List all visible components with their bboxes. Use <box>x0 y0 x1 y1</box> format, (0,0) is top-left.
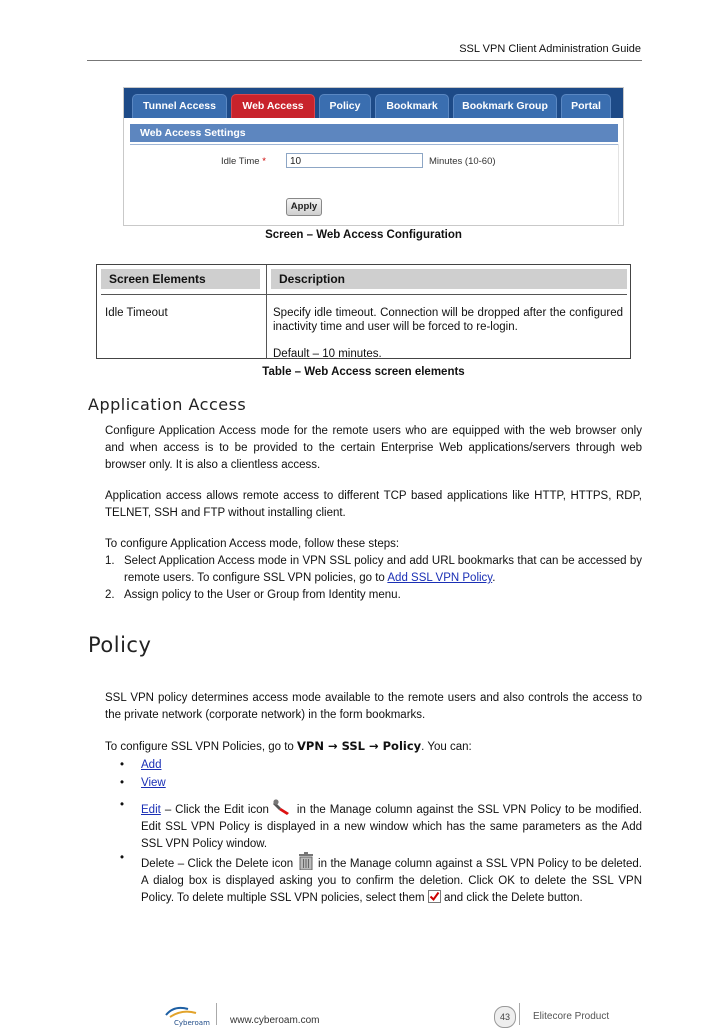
frame-line <box>618 144 619 224</box>
table-cell-description: Specify idle timeout. Connection will be dropped after the configured inactivity time and user will be forced to re-login. <box>273 307 623 333</box>
step-2 <box>105 587 642 604</box>
edit-text-a: – Click the Edit icon <box>164 804 269 816</box>
policy-menu-path: VPN → SSL → Policy <box>297 739 422 753</box>
step-1 <box>105 553 642 587</box>
trash-delete-icon <box>297 852 315 870</box>
tab-tunnel-access[interactable]: Tunnel Access <box>132 94 227 118</box>
checkbox-checked-icon <box>428 890 441 903</box>
table-cell-element: Idle Timeout <box>105 307 168 319</box>
step-1-number: 1. <box>105 555 115 567</box>
table-caption: Table – Web Access screen elements <box>262 366 465 378</box>
cyberoam-logo <box>162 1003 212 1027</box>
tab-policy[interactable]: Policy <box>319 94 371 118</box>
delete-text-c: and click the Delete button. <box>444 892 583 904</box>
screen-elements-table <box>96 264 631 359</box>
policy-paragraph-1: SSL VPN policy determines access mode available to the remote users and also controls the access to the private network (corporate network) in the form bookmarks. <box>105 692 642 721</box>
table-header-description: Description <box>271 269 627 289</box>
delete-text-b: in the Manage column against a SSL VPN Policy to be deleted. A dialog box is displayed asking you to confirm the deletion. Click OK to delete the SSL VPN Policy. To delete multiple SSL VPN policies, select them <box>141 858 642 904</box>
bullet-marker: • <box>120 777 125 789</box>
view-link[interactable]: View <box>141 777 166 789</box>
tab-bookmark-group[interactable]: Bookmark Group <box>453 94 557 118</box>
edit-text-b: in the Manage column against the SSL VPN Policy to be modified. Edit SSL VPN Policy is displayed in a new window which has the same parameters as the Add SSL VPN Policy window. <box>141 804 642 850</box>
policy-intro-suffix: . You can: <box>421 741 472 753</box>
step-1-end: . <box>492 572 496 584</box>
edit-link[interactable]: Edit <box>141 804 161 816</box>
idle-time-label <box>221 156 266 167</box>
cyberoam-logo-text: Cyberoam <box>174 1019 210 1027</box>
settings-divider <box>130 144 618 145</box>
tab-bar <box>124 88 623 118</box>
app-access-steps <box>105 553 642 604</box>
document-header-title: SSL VPN Client Administration Guide <box>459 43 641 55</box>
bullet-delete <box>120 852 642 907</box>
footer-divider-right <box>519 1003 520 1025</box>
table-column-rule <box>266 265 267 359</box>
app-access-steps-intro: To configure Application Access mode, follow these steps: <box>105 538 400 550</box>
header-rule <box>87 60 642 61</box>
footer-url[interactable]: www.cyberoam.com <box>230 1015 320 1026</box>
add-link[interactable]: Add <box>141 759 162 771</box>
bullet-add <box>120 759 161 771</box>
apply-button[interactable]: Apply <box>286 198 322 216</box>
footer-product: Elitecore Product <box>533 1011 610 1022</box>
tab-bookmark[interactable]: Bookmark <box>375 94 449 118</box>
page-footer <box>0 1003 728 1031</box>
web-access-screenshot <box>123 87 624 226</box>
bullet-edit <box>120 799 642 853</box>
add-ssl-vpn-policy-link[interactable]: Add SSL VPN Policy <box>387 572 493 584</box>
table-header-elements: Screen Elements <box>101 269 260 289</box>
web-access-settings-header: Web Access Settings <box>130 124 618 142</box>
policy-intro <box>105 738 642 756</box>
delete-text <box>141 852 642 907</box>
application-access-heading: Application Access <box>88 395 247 414</box>
required-marker: * <box>262 156 266 167</box>
bullet-marker: • <box>120 799 125 811</box>
edit-text <box>141 799 642 853</box>
screen-caption: Screen – Web Access Configuration <box>265 229 462 241</box>
policy-heading: Policy <box>88 633 152 657</box>
tab-portal[interactable]: Portal <box>561 94 611 118</box>
bullet-marker: • <box>120 759 125 771</box>
app-access-paragraph-2: Application access allows remote access to different TCP based applications like HTTP, HTTPS, RDP, TELNET, SSH and FTP without installing client. <box>105 490 642 519</box>
step-1-text: Select Application Access mode in VPN SSL policy and add URL bookmarks that can be accessed by remote users. To configure SSL VPN policies, go to <box>124 555 642 584</box>
delete-text-a: Delete – Click the Delete icon <box>141 858 294 870</box>
page-number-badge: 43 <box>494 1006 516 1028</box>
table-row-rule <box>101 294 627 295</box>
idle-time-input[interactable]: 10 <box>286 153 423 168</box>
tab-web-access[interactable]: Web Access <box>231 94 315 118</box>
app-access-paragraph-1: Configure Application Access mode for the remote users who are equipped with the web browser only and when access is to be provided to the certain Enterprise Web applications/servers through web browser only. It is also a clientless access. <box>105 425 642 471</box>
bullet-marker: • <box>120 852 125 864</box>
policy-intro-prefix: To configure SSL VPN Policies, go to <box>105 741 294 753</box>
bullet-view <box>120 777 166 789</box>
idle-time-hint: Minutes (10-60) <box>429 156 496 167</box>
table-cell-default: Default – 10 minutes. <box>273 348 382 360</box>
idle-time-label-text: Idle Time <box>221 156 260 167</box>
footer-divider <box>216 1003 217 1025</box>
step-2-number: 2. <box>105 589 115 601</box>
wrench-edit-icon <box>273 799 293 815</box>
step-2-text: Assign policy to the User or Group from Identity menu. <box>124 589 401 601</box>
